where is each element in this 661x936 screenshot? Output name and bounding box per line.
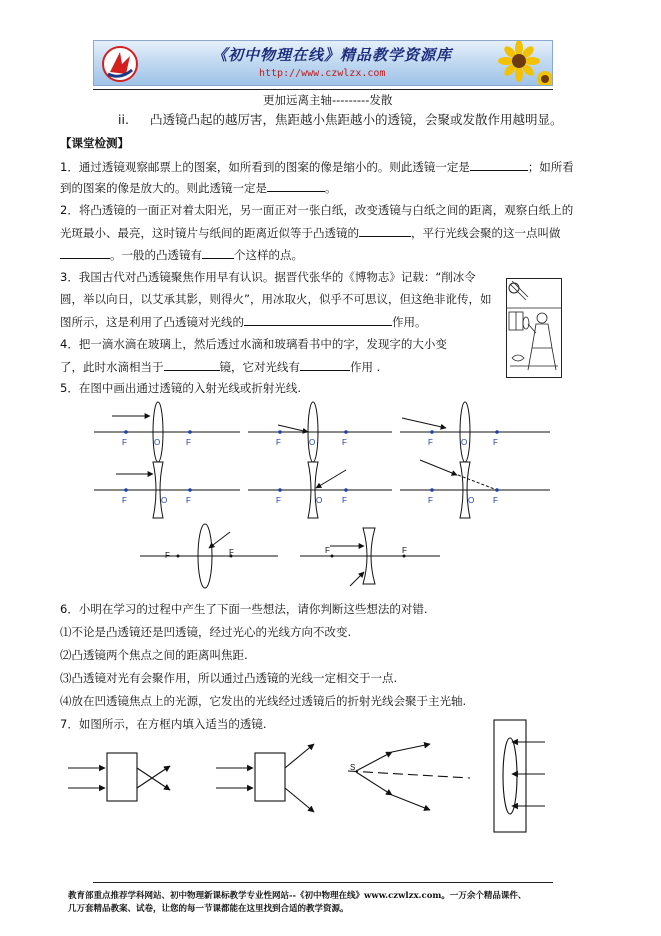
q6-item-2: ⑵凸透镜两个焦点之间的距离叫焦距. (60, 648, 248, 662)
q2-line1: 2．将凸透镜的一面正对着太阳光，另一面正对一张白纸，改变透镜与白纸之间的距离，观察白纸上的 (60, 203, 574, 217)
center-label: O (316, 496, 323, 505)
focus-label: F (342, 438, 347, 447)
point-ii-text: 凸透镜凸起的越厉害，焦距越小焦距越小的透镜，会聚或发散作用越明显。 (150, 112, 563, 127)
q4-line1: 4．把一滴水滴在玻璃上，然后透过水滴和玻璃看书中的字，发现字的大小变 (60, 337, 447, 351)
q2-text-2-end: ，平行光线会聚的这一点叫做 (411, 226, 561, 240)
center-label: O (161, 496, 168, 505)
footer-rule (93, 882, 553, 883)
q1-text-2-end: 。 (325, 181, 337, 195)
q6-prompt: 6．小明在学习的过程中产生了下面一些想法，请你判断这些想法的对错. (60, 602, 428, 616)
top-note: 更加远离主轴---------发散 (263, 93, 393, 107)
box-diagram-3 (348, 744, 470, 810)
q2-text-2: 光斑最小、最亮，这时镜片与纸间的距离近似等于凸透镜的 (60, 226, 359, 240)
q4-text-2-mid: 镜，它对光线有 (219, 360, 300, 374)
focus-label: F (165, 551, 170, 560)
focus-label: F (122, 438, 127, 447)
box-diagram-4 (494, 720, 545, 832)
q1-text-1: 1．通过透镜观察邮票上的图案，如所看到的图案的像是缩小的。则此透镜一定是 (60, 160, 470, 174)
focus-label: F (428, 438, 433, 447)
source-label: S (350, 763, 356, 772)
banner-title: 《初中物理在线》精品教学资源库 (212, 46, 453, 64)
q4-text-2-end: 作用 . (350, 360, 381, 374)
q7-prompt: 7．如图所示，在方框内填入适当的透镜. (60, 717, 267, 731)
q6-item-3: ⑶凸透镜对光有会聚作用，所以通过凸透镜的光线一定相交于一点. (60, 671, 398, 685)
section-title: 【课堂检测】 (60, 136, 129, 150)
footer-line-2: 几万套精品教案、试卷，让您的每一节课都能在这里找到合适的教学资源。 (68, 904, 349, 914)
footer-line-1: 教育部重点推荐学科网站、初中物理新课标教学专业性网站--《初中物理在线》www.czwlzx.com。一万余个精品课件、 (68, 891, 527, 901)
focus-label: F (122, 496, 127, 505)
answer-box[interactable] (255, 753, 285, 801)
focus-label: F (428, 496, 433, 505)
focus-label: F (493, 438, 498, 447)
q5-prompt: 5．在图中画出通过透镜的入射光线或折射光线. (60, 381, 301, 395)
box-diagram-2 (216, 744, 314, 812)
focus-label: F (402, 546, 407, 555)
focus-label: F (276, 438, 281, 447)
q1-text-1-end: ；如所看 (527, 160, 574, 174)
focus-label: F (493, 496, 498, 505)
q3-line2: 圆，举以向日，以艾承其影，则得火”，用冰取火，似乎不可思议，但这绝非讹传，如 (60, 292, 492, 306)
answer-box[interactable] (494, 720, 526, 832)
point-ii-label: ii. (118, 112, 129, 127)
focus-label: F (186, 496, 191, 505)
footer (68, 890, 526, 916)
q2-text-3: 。一般的凸透镜有 (110, 248, 202, 262)
box-diagram-1 (68, 753, 170, 801)
focus-label: F (276, 496, 281, 505)
q6-item-4: ⑷放在凹透镜焦点上的光源，它发出的光线经过透镜后的折射光线会聚于主光轴. (60, 694, 467, 708)
q3-text-3-end: 作用。 (392, 315, 427, 329)
center-label: O (154, 438, 161, 447)
answer-box[interactable] (107, 753, 137, 801)
center-label: O (461, 438, 468, 447)
focus-label: F (342, 496, 347, 505)
q3-text-3: 图所示，这是利用了凸透镜对光线的 (60, 315, 244, 329)
focus-label: F (186, 438, 191, 447)
q6-item-1: ⑴不论是凸透镜还是凹透镜，经过光心的光线方向不改变. (60, 625, 352, 639)
q1-text-2: 到的图案的像是放大的。则此透镜一定是 (60, 181, 267, 195)
q3-line1: 3．我国古代对凸透镜聚焦作用早有认识。据晋代张华的《博物志》记载：“削冰令 (60, 270, 476, 284)
center-label: O (468, 496, 475, 505)
q4-text-2: 了，此时水滴相当于 (60, 360, 164, 374)
q2-text-3-tail: 个这样的点。 (234, 248, 303, 262)
center-label: O (309, 438, 316, 447)
focus-label: F (229, 548, 234, 557)
focus-label: F (325, 546, 330, 555)
banner-url[interactable]: http://www.czwlzx.com (259, 68, 386, 79)
